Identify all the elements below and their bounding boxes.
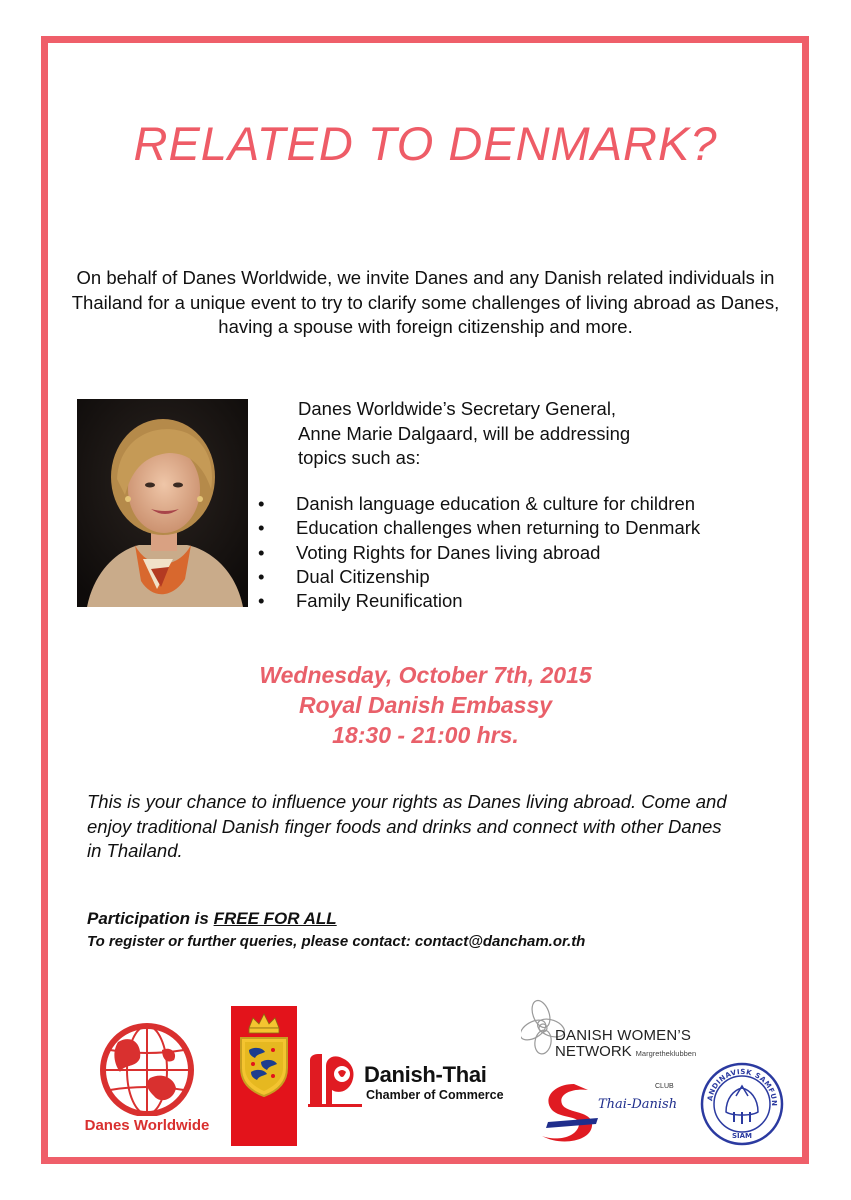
dwn-network: NETWORK: [555, 1043, 632, 1060]
speaker-photo: [77, 399, 248, 607]
page-title: RELATED TO DENMARK?: [133, 117, 718, 170]
topic-text: Education challenges when returning to Denmark: [296, 517, 701, 539]
bullet-icon: •: [258, 565, 265, 587]
event-date: Wednesday, October 7th, 2015: [259, 662, 592, 688]
siam-bottom-text: SIAM: [731, 1132, 753, 1140]
bullet-icon: •: [258, 590, 265, 612]
skandinavisk-samfund-siam-logo: [700, 1062, 784, 1146]
speaker-line: topics such as:: [298, 447, 421, 468]
speaker-intro: [298, 397, 718, 471]
invitation-text: This is your chance to influence your rights as Danes living abroad. Come and enjoy traditional Danish finger foods and drinks and connect with other Danes in Thailand.: [87, 791, 727, 861]
dtcc-subtitle: Chamber of Commerce: [366, 1088, 504, 1102]
speaker-line: Danes Worldwide’s Secretary General,: [298, 398, 617, 419]
list-item: [258, 541, 700, 565]
danish-womens-network-logo: [521, 994, 721, 1064]
danish-embassy-logo: [231, 1006, 297, 1146]
danes-worldwide-logo: [62, 1020, 232, 1138]
danish-thai-chamber-logo: [306, 1052, 528, 1108]
swoosh-icon: [538, 1080, 608, 1146]
list-item: [258, 565, 700, 589]
bullet-icon: •: [258, 517, 265, 539]
event-time: 18:30 - 21:00 hrs.: [332, 722, 519, 748]
topic-text: Family Reunification: [296, 590, 463, 612]
dwn-name-line2: [555, 1043, 696, 1060]
dtcc-name: Danish-Thai: [364, 1062, 487, 1087]
globe-icon: [62, 1020, 232, 1116]
siam-seal-icon: [700, 1062, 784, 1146]
list-item: [258, 492, 700, 516]
thai-danish-club-logo: [538, 1080, 683, 1146]
bullet-icon: •: [258, 493, 265, 514]
portrait-image: [77, 399, 248, 607]
topic-text: Voting Rights for Danes living abroad: [296, 541, 601, 563]
topic-text: Danish language education & culture for children: [296, 493, 696, 514]
thai-danish-label: Thai-Danish: [598, 1097, 678, 1112]
list-item: [258, 516, 700, 540]
intro-text: On behalf of Danes Worldwide, we invite Danes and any Danish related individuals in Thailand for a unique event to try to clarify some challenges of living abroad as Danes, having a spouse with foreign citizenship and more.: [71, 267, 780, 337]
participation-note: [87, 909, 337, 929]
event-venue: Royal Danish Embassy: [298, 692, 553, 718]
danes-worldwide-label: Danes Worldwide: [84, 1117, 210, 1134]
free-for-all: FREE FOR ALL: [213, 909, 337, 928]
dwn-name-line1: DANISH WOMEN’S: [555, 1027, 692, 1044]
dwn-subtitle: Margretheklubben: [635, 1049, 697, 1058]
siam-top-text: ANDINAVISK SAMFUN: [706, 1067, 779, 1107]
participation-prefix: Participation is: [87, 909, 214, 928]
register-contact: To register or further queries, please contact: contact@dancham.or.th: [87, 933, 586, 950]
bullet-icon: •: [258, 541, 265, 563]
thai-club-label: CLUB: [655, 1083, 674, 1090]
dtcc-emblem-icon: [306, 1052, 364, 1108]
royal-coat-of-arms-icon: [231, 1006, 297, 1146]
topic-text: Dual Citizenship: [296, 565, 430, 587]
speaker-line: Anne Marie Dalgaard, will be addressing: [298, 422, 631, 444]
list-item: [258, 589, 700, 613]
topics-list: [258, 492, 700, 613]
event-details: [0, 660, 851, 750]
